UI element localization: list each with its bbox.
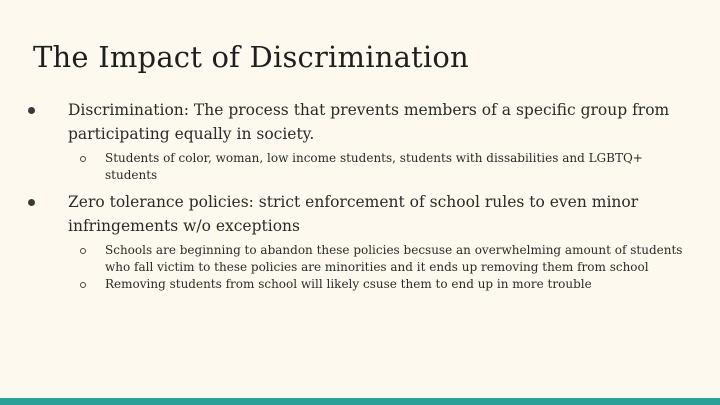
bullet-text: Zero tolerance policies: strict enforcement of school rules to even minor infringements w/o exceptions	[68, 193, 639, 235]
slide-body	[28, 98, 698, 293]
sub-bullet-abandon-policies	[28, 242, 698, 276]
hollow-bullet-icon	[80, 248, 86, 254]
bullet-dot-icon	[28, 199, 35, 206]
sub-bullet-text: Removing students from school will likely csuse them to end up in more trouble	[105, 277, 592, 291]
hollow-bullet-icon	[80, 282, 86, 288]
bullet-text: Discrimination: The process that prevents members of a specific group from participating equally in society.	[68, 101, 670, 143]
bullet-zero-tolerance	[28, 190, 698, 238]
sub-bullet-removing-students	[28, 276, 698, 293]
slide-title: The Impact of Discrimination	[33, 40, 469, 74]
sub-bullet-text: Students of color, woman, low income students, students with dissabilities and LGBTQ+ students	[105, 151, 643, 182]
sub-bullet-list	[28, 150, 698, 184]
sub-bullet-text: Schools are beginning to abandon these policies becsuse an overwhelming amount of students who fall victim to these policies are minorities and it ends up removing them from school	[105, 243, 683, 274]
sub-bullet-groups	[28, 150, 698, 184]
bullet-dot-icon	[28, 107, 35, 114]
bottom-accent-bar	[0, 398, 720, 405]
bullet-discrimination	[28, 98, 698, 146]
sub-bullet-list	[28, 242, 698, 293]
hollow-bullet-icon	[80, 156, 86, 162]
